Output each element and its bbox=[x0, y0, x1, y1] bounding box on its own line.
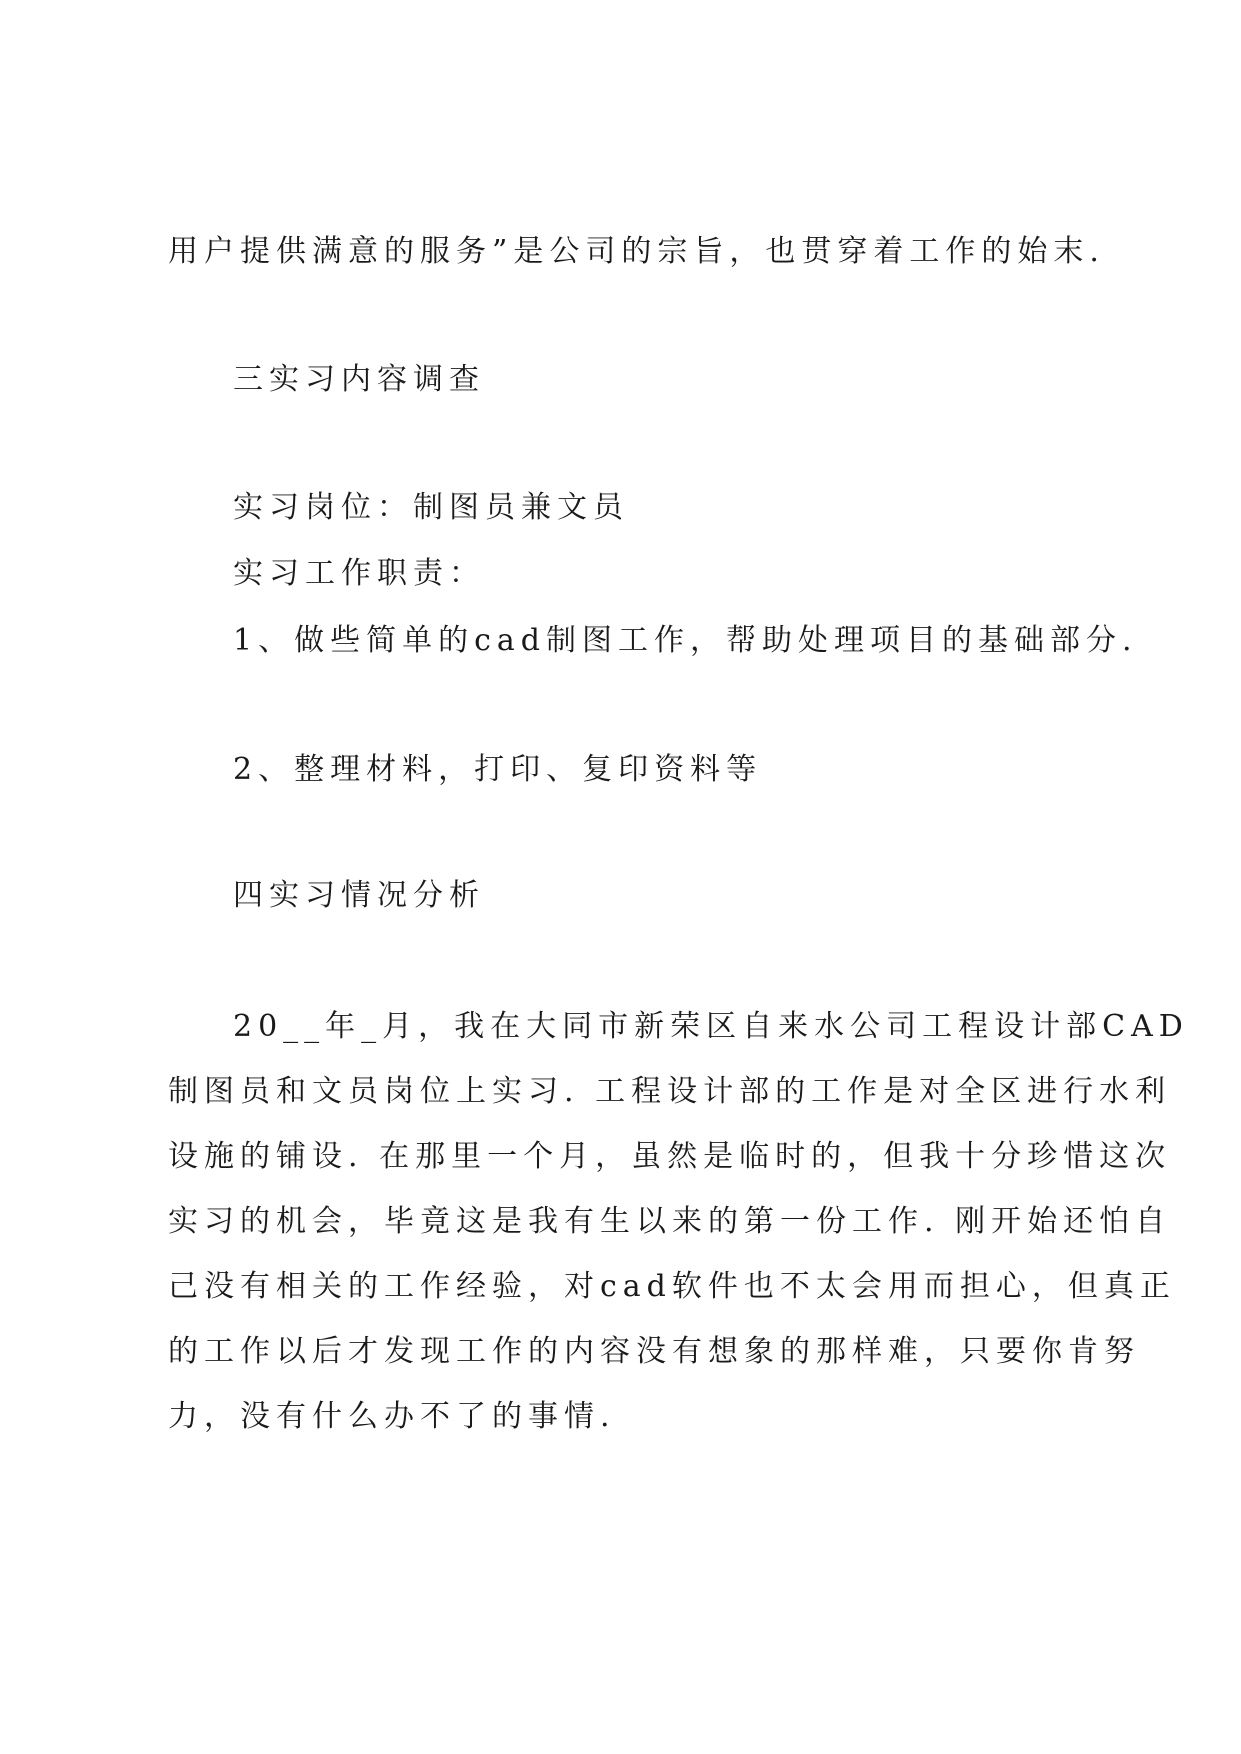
continuation-line: 用户提供满意的服务”是公司的宗旨，也贯穿着工作的始末. bbox=[168, 234, 1105, 269]
duty-item-2: 2、整理材料，打印、复印资料等 bbox=[233, 752, 763, 787]
analysis-line: 的工作以后才发现工作的内容没有想象的那样难，只要你肯努 bbox=[168, 1334, 1140, 1369]
section-three-heading: 三实习内容调查 bbox=[233, 362, 485, 397]
section-four-heading: 四实习情况分析 bbox=[233, 878, 485, 913]
duty-item-1: 1、做些简单的cad制图工作，帮助处理项目的基础部分. bbox=[233, 623, 1138, 658]
analysis-line: 设施的铺设. 在那里一个月，虽然是临时的，但我十分珍惜这次 bbox=[168, 1139, 1172, 1174]
analysis-line: 力，没有什么办不了的事情. bbox=[168, 1399, 616, 1434]
position-line: 实习岗位：制图员兼文员 bbox=[233, 490, 629, 525]
duties-heading: 实习工作职责： bbox=[233, 556, 485, 591]
analysis-line: 20__年_月，我在大同市新荣区自来水公司工程设计部CAD bbox=[233, 1009, 1189, 1044]
analysis-line: 实习的机会，毕竟这是我有生以来的第一份工作. 刚开始还怕自 bbox=[168, 1204, 1172, 1239]
analysis-line: 制图员和文员岗位上实习. 工程设计部的工作是对全区进行水利 bbox=[168, 1074, 1172, 1109]
analysis-line: 己没有相关的工作经验，对cad软件也不太会用而担心，但真正 bbox=[168, 1269, 1176, 1304]
